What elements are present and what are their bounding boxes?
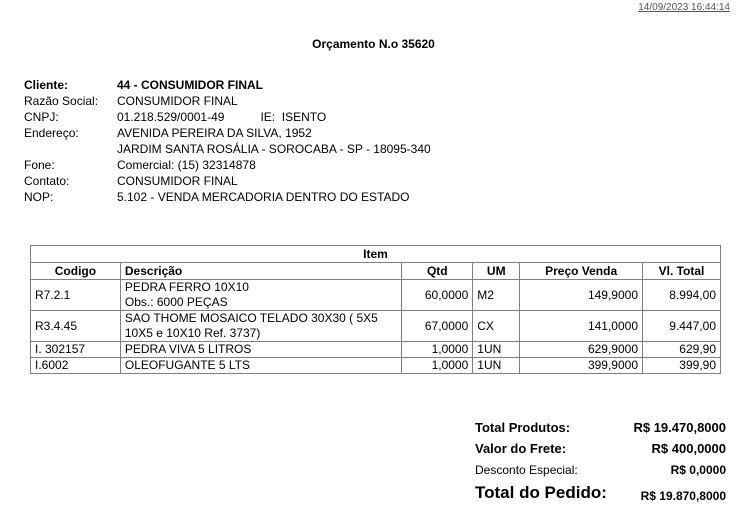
ie-value: ISENTO [281, 110, 327, 124]
row-total: 8.994,00 [643, 280, 721, 311]
cnpj-label: CNPJ: [24, 110, 59, 124]
razao-value: CONSUMIDOR FINAL [117, 94, 238, 108]
desconto-label: Desconto Especial: [475, 463, 578, 477]
endereco-line1: AVENIDA PEREIRA DA SILVA, 1952 [117, 126, 312, 140]
row-codigo: R3.4.45 [31, 311, 121, 342]
total-produtos-value: R$ 19.470,8000 [633, 420, 726, 435]
total-pedido-value: R$ 19.870,8000 [640, 489, 726, 503]
row-um: M2 [473, 280, 520, 311]
row-qtd: 1,0000 [402, 358, 473, 374]
row-preco: 149,9000 [520, 280, 643, 311]
total-produtos-label: Total Produtos: [475, 420, 571, 435]
total-pedido-row [475, 477, 726, 503]
row-preco: 141,0000 [520, 311, 643, 342]
row-descricao: SAO THOME MOSAICO TELADO 30X30 ( 5X5 10X5 e 10X10 Ref. 3737) [120, 311, 401, 342]
client-info [24, 77, 431, 205]
row-um: CX [473, 311, 520, 342]
row-qtd: 60,0000 [402, 280, 473, 311]
razao-row [24, 93, 431, 109]
row-qtd: 1,0000 [402, 342, 473, 358]
row-codigo: I.6002 [31, 358, 121, 374]
cnpj-value [117, 109, 326, 125]
row-total: 9.447,00 [643, 311, 721, 342]
items-column-headers [31, 263, 721, 280]
desconto-value: R$ 0,0000 [670, 463, 726, 477]
row-total: 629,90 [643, 342, 721, 358]
row-um: 1UN [473, 358, 520, 374]
razao-label: Razão Social: [24, 94, 99, 108]
total-produtos-row [475, 414, 726, 435]
items-table [30, 245, 721, 374]
total-pedido-label: Total do Pedido: [475, 483, 607, 502]
valor-frete-row [475, 435, 726, 456]
contato-value: CONSUMIDOR FINAL [117, 174, 238, 188]
row-descricao: PEDRA FERRO 10X10 Obs.: 6000 PEÇAS [120, 280, 401, 311]
row-codigo: I. 302157 [31, 342, 121, 358]
col-um: UM [473, 263, 520, 280]
print-timestamp: 14/09/2023 16:44:14 [638, 2, 730, 13]
row-descricao: PEDRA VIVA 5 LITROS [120, 342, 401, 358]
valor-frete-label: Valor do Frete: [475, 441, 567, 456]
table-row [31, 311, 721, 342]
client-row [24, 77, 431, 93]
fone-label: Fone: [24, 158, 55, 172]
table-row [31, 358, 721, 374]
client-label: Cliente: [24, 78, 69, 92]
row-um: 1UN [473, 342, 520, 358]
page-title: Orçamento N.o 35620 [312, 37, 435, 51]
fone-value: Comercial: (15) 32314878 [117, 158, 256, 172]
row-preco: 629,9000 [520, 342, 643, 358]
items-group-header: Item [31, 246, 721, 263]
col-descricao: Descrição [120, 263, 401, 280]
table-row [31, 280, 721, 311]
desconto-row [475, 456, 726, 477]
row-qtd: 67,0000 [402, 311, 473, 342]
contato-row [24, 173, 431, 189]
col-preco-venda: Preço Venda [520, 263, 643, 280]
endereco-row [24, 125, 431, 141]
valor-frete-value: R$ 400,0000 [651, 441, 726, 456]
nop-value: 5.102 - VENDA MERCADORIA DENTRO DO ESTADO [117, 190, 410, 204]
table-row [31, 342, 721, 358]
cnpj-row [24, 109, 431, 125]
fone-row [24, 157, 431, 173]
col-qtd: Qtd [402, 263, 473, 280]
row-codigo: R7.2.1 [31, 280, 121, 311]
col-vl-total: Vl. Total [643, 263, 721, 280]
contato-label: Contato: [24, 174, 70, 188]
endereco-label: Endereço: [24, 126, 79, 140]
nop-row [24, 189, 431, 205]
endereco-line2: JARDIM SANTA ROSÁLIA - SOROCABA - SP - 18095-340 [117, 142, 431, 156]
row-preco: 399,9000 [520, 358, 643, 374]
row-total: 399,90 [643, 358, 721, 374]
nop-label: NOP: [24, 190, 54, 204]
ie-label: IE: [260, 110, 276, 124]
col-codigo: Codigo [31, 263, 121, 280]
endereco-row-2 [24, 141, 431, 157]
client-value: 44 - CONSUMIDOR FINAL [117, 78, 264, 92]
row-descricao: OLEOFUGANTE 5 LTS [120, 358, 401, 374]
cnpj-number: 01.218.529/0001-49 [117, 110, 225, 124]
totals-block [475, 414, 726, 503]
